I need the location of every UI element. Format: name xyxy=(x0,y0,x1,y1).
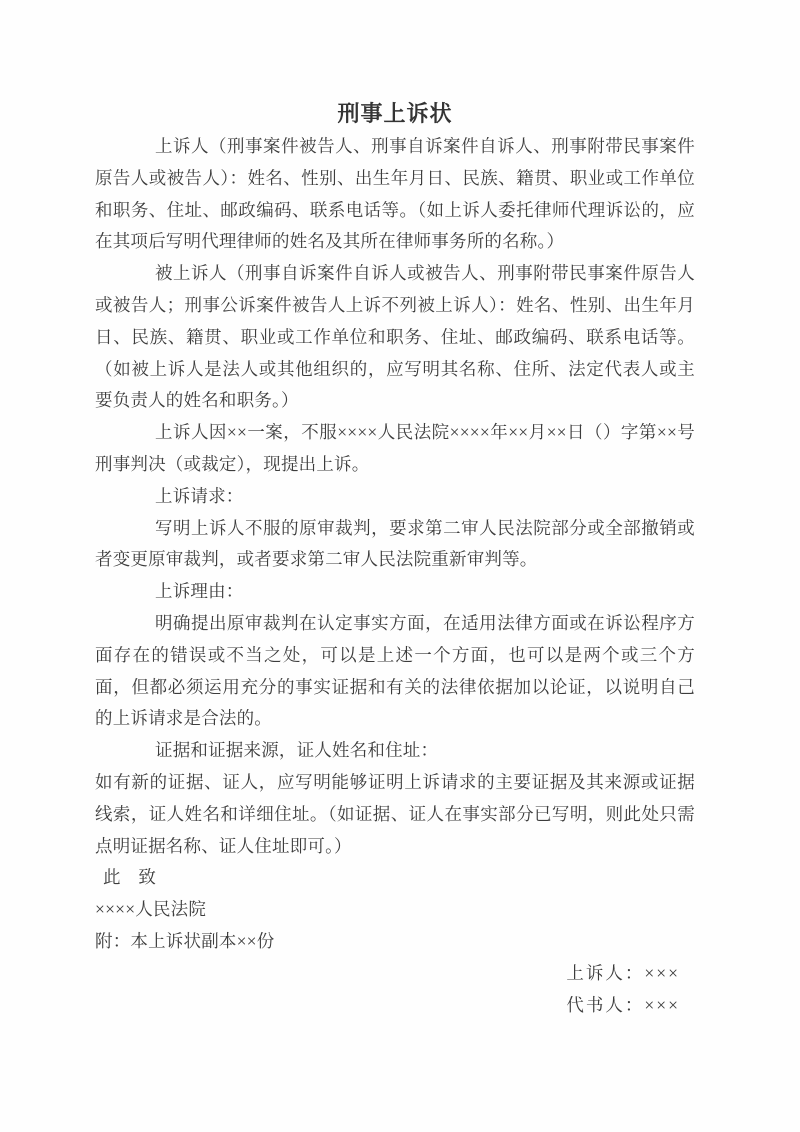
signature-scribe: 代书人：××× xyxy=(566,994,680,1015)
signature-appellant: 上诉人：××× xyxy=(566,962,680,983)
paragraph-appeal-reasons-body: 明确提出原审裁判在认定事实方面，在适用法律方面或在诉讼程序方面存在的错误或不当之处，可以是上述一个方面，也可以是两个或三个方面，但都必须运用充分的事实证据和有关的法律依据加以论证，以说明自己的上诉请求是合法的。 xyxy=(95,612,695,729)
document-title: 刑事上诉状 xyxy=(337,101,453,126)
document-content xyxy=(95,97,695,1021)
closing-salutation: 此 致 xyxy=(103,867,157,888)
closing-attachment-note: 附：本上诉状副本××份 xyxy=(95,930,275,951)
paragraph-appellee-info: 被上诉人（刑事自诉案件自诉人或被告人、刑事附带民事案件原告人或被告人；刑事公诉案件被告人上诉不列被上诉人）：姓名、性别、出生年月日、民族、籍贯、职业或工作单位和职务、住址、邮政编码、联系电话等。（如被上诉人是法人或其他组织的，应写明其名称、住所、法定代表人或主要负责人的姓名和职务。） xyxy=(95,263,695,411)
heading-evidence: 证据和证据来源，证人姓名和住址： xyxy=(155,740,439,761)
paragraph-appellant-info: 上诉人（刑事案件被告人、刑事自诉案件自诉人、刑事附带民事案件原告人或被告人）：姓名、性别、出生年月日、民族、籍贯、职业或工作单位和职务、住址、邮政编码、联系电话等。（如上诉人委托律师代理诉讼的，应在其项后写明代理律师的姓名及其所在律师事务所的名称。） xyxy=(95,136,695,252)
paragraph-evidence-body: 如有新的证据、证人，应写明能够证明上诉请求的主要证据及其来源或证据线索，证人姓名和详细住址。（如证据、证人在事实部分已写明，则此处只需点明证据名称、证人住址即可。） xyxy=(95,771,695,856)
heading-appeal-request: 上诉请求： xyxy=(155,485,244,506)
paragraph-appeal-request-body: 写明上诉人不服的原审裁判，要求第二审人民法院部分或全部撤销或者变更原审裁判，或者要求第二审人民法院重新审判等。 xyxy=(95,517,695,570)
heading-appeal-reasons: 上诉理由： xyxy=(155,581,244,602)
closing-court-name: ××××人民法院 xyxy=(95,899,207,920)
paragraph-case-statement: 上诉人因××一案，不服××××人民法院××××年××月××日（）字第××号刑事判决（或裁定），现提出上诉。 xyxy=(95,422,695,474)
